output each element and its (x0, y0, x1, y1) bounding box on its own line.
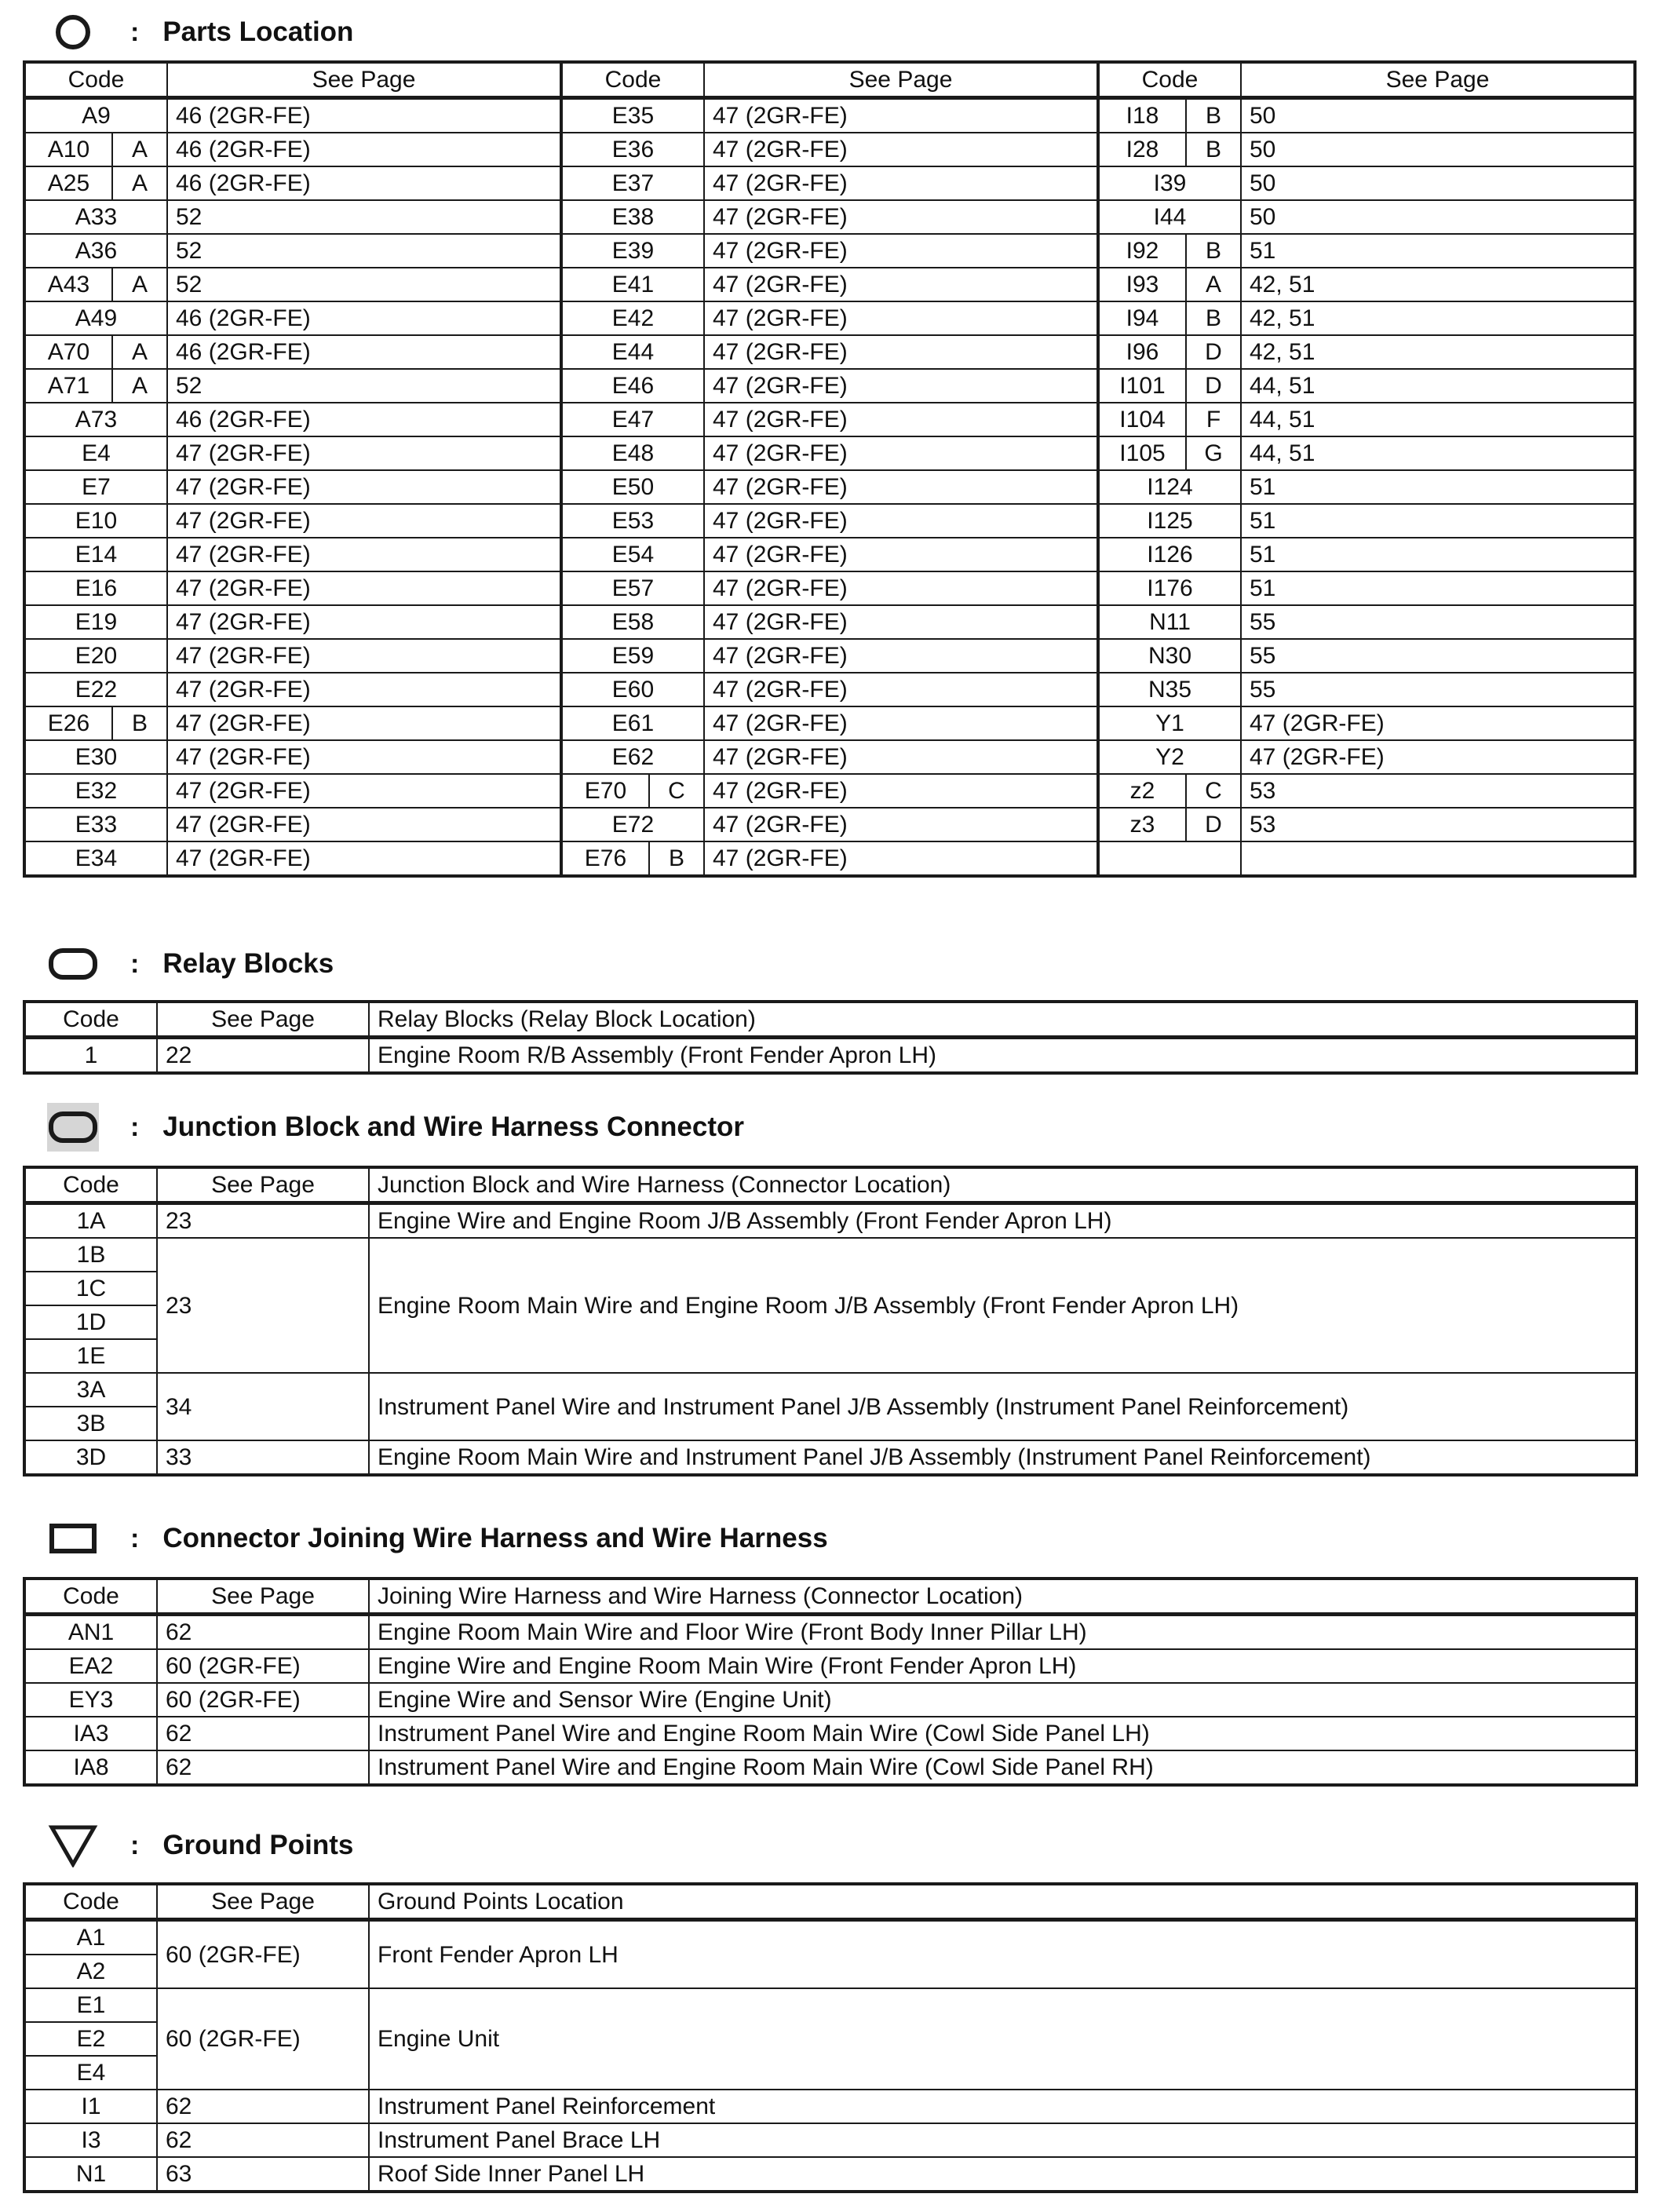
header-row (24, 1884, 1637, 1920)
location-cell: Roof Side Inner Panel LH (369, 2157, 1637, 2192)
part-code: A33 (24, 200, 167, 234)
column-header-see-page: See Page (157, 1884, 369, 1920)
part-see-page: 47 (2GR-FE) (704, 133, 1098, 166)
shaded-rounded-rectangle-icon (47, 1103, 99, 1152)
part-see-page: 42, 51 (1241, 301, 1635, 335)
ground-points-table (23, 1882, 1638, 2193)
part-see-page: 47 (2GR-FE) (167, 740, 561, 774)
table-row (24, 1750, 1637, 1785)
table-row (24, 234, 1635, 268)
part-see-page: 47 (2GR-FE) (704, 166, 1098, 200)
see-page-cell: 62 (157, 2090, 369, 2123)
table-row (24, 1038, 1637, 1074)
part-code: E60 (561, 673, 704, 706)
part-code: A9 (24, 98, 167, 133)
part-see-page: 47 (2GR-FE) (167, 673, 561, 706)
part-code: E35 (561, 98, 704, 133)
column-header-see-page: See Page (157, 1579, 369, 1615)
code-cell: 3D (24, 1440, 157, 1475)
part-see-page: 47 (2GR-FE) (704, 436, 1098, 470)
part-see-page: 47 (2GR-FE) (1241, 706, 1635, 740)
column-header-see-page: See Page (704, 62, 1098, 98)
part-sub-code: B (1186, 133, 1241, 166)
part-code: E33 (24, 808, 167, 841)
table-row (24, 1373, 1637, 1407)
part-see-page: 47 (2GR-FE) (167, 504, 561, 538)
section-title: Parts Location (162, 16, 354, 47)
part-code: I44 (1098, 200, 1241, 234)
part-code: E16 (24, 571, 167, 605)
part-code (1098, 841, 1241, 876)
part-code: E19 (24, 605, 167, 639)
part-sub-code: B (649, 841, 704, 876)
part-see-page: 47 (2GR-FE) (704, 673, 1098, 706)
part-see-page: 50 (1241, 166, 1635, 200)
part-see-page: 47 (2GR-FE) (704, 605, 1098, 639)
table-row (24, 1203, 1637, 1239)
part-code: z2 (1098, 774, 1186, 808)
location-cell: Engine Wire and Sensor Wire (Engine Unit) (369, 1683, 1637, 1717)
part-see-page: 50 (1241, 133, 1635, 166)
location-cell: Engine Room Main Wire and Floor Wire (Front Body Inner Pillar LH) (369, 1615, 1637, 1650)
code-cell: IA3 (24, 1717, 157, 1750)
table-row (24, 200, 1635, 234)
code-cell: 1E (24, 1339, 157, 1373)
part-see-page: 47 (2GR-FE) (704, 774, 1098, 808)
ground-points-heading: : Ground Points (47, 1826, 353, 1865)
part-code: E62 (561, 740, 704, 774)
header-row (24, 1167, 1637, 1203)
code-cell: A1 (24, 1920, 157, 1955)
part-see-page: 47 (2GR-FE) (704, 808, 1098, 841)
table-row (24, 1683, 1637, 1717)
part-code: E53 (561, 504, 704, 538)
part-see-page: 47 (2GR-FE) (1241, 740, 1635, 774)
part-code: E39 (561, 234, 704, 268)
table-row (24, 2090, 1637, 2123)
part-sub-code: C (649, 774, 704, 808)
part-see-page: 47 (2GR-FE) (704, 301, 1098, 335)
part-code: E48 (561, 436, 704, 470)
table-row (24, 369, 1635, 403)
part-code: Y2 (1098, 740, 1241, 774)
section-title: Ground Points (162, 1830, 354, 1860)
part-see-page: 47 (2GR-FE) (704, 841, 1098, 876)
part-code: E10 (24, 504, 167, 538)
code-cell: 1C (24, 1272, 157, 1305)
part-code: E38 (561, 200, 704, 234)
part-code: E58 (561, 605, 704, 639)
part-see-page: 47 (2GR-FE) (704, 740, 1098, 774)
location-cell: Instrument Panel Wire and Instrument Panel J/B Assembly (Instrument Panel Reinforcement) (369, 1373, 1637, 1440)
location-cell: Instrument Panel Wire and Engine Room Main Wire (Cowl Side Panel RH) (369, 1750, 1637, 1785)
part-sub-code: A (1186, 268, 1241, 301)
part-see-page: 50 (1241, 98, 1635, 133)
table-row (24, 774, 1635, 808)
column-header-location: Joining Wire Harness and Wire Harness (Connector Location) (369, 1579, 1637, 1615)
part-code: A73 (24, 403, 167, 436)
part-see-page: 51 (1241, 571, 1635, 605)
table-row (24, 538, 1635, 571)
part-code: E54 (561, 538, 704, 571)
part-code: E41 (561, 268, 704, 301)
part-sub-code: B (1186, 98, 1241, 133)
code-cell: IA8 (24, 1750, 157, 1785)
location-cell: Instrument Panel Wire and Engine Room Main Wire (Cowl Side Panel LH) (369, 1717, 1637, 1750)
table-row (24, 436, 1635, 470)
column-header-see-page: See Page (167, 62, 561, 98)
part-see-page: 42, 51 (1241, 335, 1635, 369)
table-row (24, 706, 1635, 740)
part-sub-code: D (1186, 808, 1241, 841)
part-see-page: 53 (1241, 808, 1635, 841)
part-see-page: 47 (2GR-FE) (704, 504, 1098, 538)
part-see-page: 47 (2GR-FE) (704, 200, 1098, 234)
table-row (24, 504, 1635, 538)
part-see-page: 47 (2GR-FE) (167, 436, 561, 470)
relay-blocks-table (23, 1000, 1638, 1075)
part-sub-code: B (1186, 301, 1241, 335)
part-code: A25 (24, 166, 112, 200)
table-row (24, 133, 1635, 166)
part-see-page: 51 (1241, 470, 1635, 504)
part-sub-code: A (112, 369, 167, 403)
part-sub-code: D (1186, 335, 1241, 369)
part-see-page: 47 (2GR-FE) (167, 571, 561, 605)
part-see-page: 47 (2GR-FE) (704, 706, 1098, 740)
part-code: E7 (24, 470, 167, 504)
part-code: E30 (24, 740, 167, 774)
part-code: I101 (1098, 369, 1186, 403)
code-cell: 1B (24, 1238, 157, 1272)
part-code: z3 (1098, 808, 1186, 841)
part-sub-code: F (1186, 403, 1241, 436)
part-see-page: 46 (2GR-FE) (167, 403, 561, 436)
part-see-page: 47 (2GR-FE) (704, 369, 1098, 403)
circle-icon (47, 13, 99, 52)
part-sub-code: G (1186, 436, 1241, 470)
part-code: E4 (24, 436, 167, 470)
part-code: I92 (1098, 234, 1186, 268)
part-code: E36 (561, 133, 704, 166)
part-see-page: 46 (2GR-FE) (167, 335, 561, 369)
table-row (24, 639, 1635, 673)
part-code: N30 (1098, 639, 1241, 673)
part-sub-code: A (112, 268, 167, 301)
table-row (24, 808, 1635, 841)
code-cell: 3B (24, 1407, 157, 1440)
part-code: I105 (1098, 436, 1186, 470)
part-code: I96 (1098, 335, 1186, 369)
table-row (24, 403, 1635, 436)
see-page-cell: 63 (157, 2157, 369, 2192)
table-row (24, 673, 1635, 706)
table-row (24, 166, 1635, 200)
code-cell: I1 (24, 2090, 157, 2123)
column-header-see-page: See Page (157, 1167, 369, 1203)
code-cell: I3 (24, 2123, 157, 2157)
part-code: E47 (561, 403, 704, 436)
section-title: Relay Blocks (162, 948, 334, 979)
table-row (24, 740, 1635, 774)
table-row (24, 1920, 1637, 1955)
rounded-rectangle-icon (47, 944, 99, 984)
part-see-page: 46 (2GR-FE) (167, 133, 561, 166)
part-code: E72 (561, 808, 704, 841)
part-code: A70 (24, 335, 112, 369)
part-code: E57 (561, 571, 704, 605)
part-see-page: 47 (2GR-FE) (167, 639, 561, 673)
part-see-page: 47 (2GR-FE) (167, 605, 561, 639)
part-code: I104 (1098, 403, 1186, 436)
part-code: E42 (561, 301, 704, 335)
code-cell: 1A (24, 1203, 157, 1239)
see-page-cell: 22 (157, 1038, 369, 1074)
location-cell: Engine Wire and Engine Room J/B Assembly (Front Fender Apron LH) (369, 1203, 1637, 1239)
part-code: E37 (561, 166, 704, 200)
part-see-page: 47 (2GR-FE) (167, 841, 561, 876)
code-cell: E2 (24, 2022, 157, 2056)
part-code: I94 (1098, 301, 1186, 335)
part-see-page: 47 (2GR-FE) (704, 470, 1098, 504)
junction-block-heading: : Junction Block and Wire Harness Connector (47, 1108, 744, 1147)
part-see-page: 47 (2GR-FE) (704, 639, 1098, 673)
location-cell: Front Fender Apron LH (369, 1920, 1637, 1989)
location-cell: Engine Room R/B Assembly (Front Fender Apron LH) (369, 1038, 1637, 1074)
part-see-page: 47 (2GR-FE) (704, 98, 1098, 133)
triangle-down-icon (47, 1826, 99, 1865)
junction-block-table (23, 1166, 1638, 1476)
code-cell: N1 (24, 2157, 157, 2192)
see-page-cell: 33 (157, 1440, 369, 1475)
column-header-code: Code (1098, 62, 1241, 98)
column-header-code: Code (24, 62, 167, 98)
column-header-code: Code (561, 62, 704, 98)
part-code: A10 (24, 133, 112, 166)
part-see-page: 50 (1241, 200, 1635, 234)
part-see-page: 52 (167, 268, 561, 301)
part-sub-code: B (1186, 234, 1241, 268)
part-see-page: 47 (2GR-FE) (704, 403, 1098, 436)
code-cell: E1 (24, 1988, 157, 2022)
column-header-location: Ground Points Location (369, 1884, 1637, 1920)
header-row (24, 1002, 1637, 1038)
part-code: E44 (561, 335, 704, 369)
connector-joining-table (23, 1577, 1638, 1787)
see-page-cell: 60 (2GR-FE) (157, 1683, 369, 1717)
part-code: E34 (24, 841, 167, 876)
column-header-code: Code (24, 1167, 157, 1203)
part-see-page: 47 (2GR-FE) (167, 808, 561, 841)
rectangle-icon (47, 1519, 99, 1558)
table-row (24, 335, 1635, 369)
part-see-page: 47 (2GR-FE) (704, 268, 1098, 301)
part-code: E61 (561, 706, 704, 740)
location-cell: Engine Wire and Engine Room Main Wire (Front Fender Apron LH) (369, 1649, 1637, 1683)
see-page-cell: 62 (157, 2123, 369, 2157)
table-row (24, 1649, 1637, 1683)
table-row (24, 1440, 1637, 1475)
part-sub-code: A (112, 166, 167, 200)
part-see-page: 55 (1241, 673, 1635, 706)
part-code: I124 (1098, 470, 1241, 504)
see-page-cell: 23 (157, 1203, 369, 1239)
part-see-page: 47 (2GR-FE) (167, 774, 561, 808)
part-see-page: 46 (2GR-FE) (167, 166, 561, 200)
column-header-code: Code (24, 1002, 157, 1038)
part-code: E26 (24, 706, 112, 740)
part-code: A71 (24, 369, 112, 403)
part-code: I125 (1098, 504, 1241, 538)
see-page-cell: 23 (157, 1238, 369, 1373)
see-page-cell: 62 (157, 1717, 369, 1750)
part-sub-code: A (112, 335, 167, 369)
part-see-page: 47 (2GR-FE) (167, 706, 561, 740)
code-cell: 3A (24, 1373, 157, 1407)
parts-location-table (23, 60, 1637, 878)
part-see-page: 47 (2GR-FE) (167, 538, 561, 571)
see-page-cell: 60 (2GR-FE) (157, 1649, 369, 1683)
column-header-code: Code (24, 1579, 157, 1615)
location-cell: Instrument Panel Brace LH (369, 2123, 1637, 2157)
code-cell: AN1 (24, 1615, 157, 1650)
part-see-page: 46 (2GR-FE) (167, 98, 561, 133)
see-page-cell: 60 (2GR-FE) (157, 1920, 369, 1989)
table-row (24, 2123, 1637, 2157)
location-cell: Engine Unit (369, 1988, 1637, 2090)
part-code: I18 (1098, 98, 1186, 133)
part-code: E50 (561, 470, 704, 504)
see-page-cell: 62 (157, 1615, 369, 1650)
see-page-cell: 60 (2GR-FE) (157, 1988, 369, 2090)
table-row (24, 98, 1635, 133)
code-cell: EA2 (24, 1649, 157, 1683)
see-page-cell: 34 (157, 1373, 369, 1440)
part-code: E32 (24, 774, 167, 808)
part-code: E22 (24, 673, 167, 706)
column-header-see-page: See Page (1241, 62, 1635, 98)
column-header-code: Code (24, 1884, 157, 1920)
part-code: E14 (24, 538, 167, 571)
part-see-page: 51 (1241, 538, 1635, 571)
location-cell: Instrument Panel Reinforcement (369, 2090, 1637, 2123)
part-code: I28 (1098, 133, 1186, 166)
table-row (24, 470, 1635, 504)
part-see-page: 47 (2GR-FE) (704, 335, 1098, 369)
part-code: I93 (1098, 268, 1186, 301)
part-see-page: 53 (1241, 774, 1635, 808)
part-code: I126 (1098, 538, 1241, 571)
part-see-page: 52 (167, 369, 561, 403)
part-code: N11 (1098, 605, 1241, 639)
code-cell: A2 (24, 1955, 157, 1988)
part-see-page: 44, 51 (1241, 436, 1635, 470)
table-row (24, 301, 1635, 335)
part-see-page: 44, 51 (1241, 403, 1635, 436)
section-title: Junction Block and Wire Harness Connector (162, 1111, 744, 1142)
parts-location-heading: : Parts Location (47, 13, 353, 52)
connector-joining-heading: : Connector Joining Wire Harness and Wire Harness (47, 1519, 828, 1558)
section-title: Connector Joining Wire Harness and Wire Harness (162, 1523, 828, 1553)
table-row (24, 1717, 1637, 1750)
part-see-page: 55 (1241, 639, 1635, 673)
part-see-page: 52 (167, 234, 561, 268)
code-cell: 1D (24, 1305, 157, 1339)
location-cell: Engine Room Main Wire and Instrument Panel J/B Assembly (Instrument Panel Reinforcement) (369, 1440, 1637, 1475)
part-code: I39 (1098, 166, 1241, 200)
part-sub-code: C (1186, 774, 1241, 808)
part-see-page: 44, 51 (1241, 369, 1635, 403)
part-sub-code: D (1186, 369, 1241, 403)
part-code: N35 (1098, 673, 1241, 706)
part-see-page: 51 (1241, 504, 1635, 538)
table-row (24, 2157, 1637, 2192)
part-see-page: 52 (167, 200, 561, 234)
table-row (24, 268, 1635, 301)
table-row (24, 1615, 1637, 1650)
part-see-page: 46 (2GR-FE) (167, 301, 561, 335)
part-code: E46 (561, 369, 704, 403)
part-see-page: 42, 51 (1241, 268, 1635, 301)
code-cell: EY3 (24, 1683, 157, 1717)
part-code: A36 (24, 234, 167, 268)
part-code: E59 (561, 639, 704, 673)
part-see-page: 47 (2GR-FE) (704, 538, 1098, 571)
column-header-see-page: See Page (157, 1002, 369, 1038)
part-code: E76 (561, 841, 649, 876)
part-code: Y1 (1098, 706, 1241, 740)
table-row (24, 841, 1635, 876)
header-row (24, 1579, 1637, 1615)
see-page-cell: 62 (157, 1750, 369, 1785)
table-row (24, 605, 1635, 639)
table-row (24, 1238, 1637, 1272)
part-code: E20 (24, 639, 167, 673)
part-code: I176 (1098, 571, 1241, 605)
table-row (24, 1988, 1637, 2022)
part-see-page (1241, 841, 1635, 876)
code-cell: E4 (24, 2056, 157, 2090)
relay-blocks-heading: : Relay Blocks (47, 944, 334, 984)
part-see-page: 51 (1241, 234, 1635, 268)
part-sub-code: B (112, 706, 167, 740)
part-see-page: 55 (1241, 605, 1635, 639)
code-cell: 1 (24, 1038, 157, 1074)
part-sub-code: A (112, 133, 167, 166)
table-row (24, 571, 1635, 605)
part-see-page: 47 (2GR-FE) (704, 571, 1098, 605)
part-code: A49 (24, 301, 167, 335)
part-code: E70 (561, 774, 649, 808)
column-header-location: Relay Blocks (Relay Block Location) (369, 1002, 1637, 1038)
part-see-page: 47 (2GR-FE) (704, 234, 1098, 268)
part-see-page: 47 (2GR-FE) (167, 470, 561, 504)
header-row (24, 62, 1635, 98)
location-cell: Engine Room Main Wire and Engine Room J/B Assembly (Front Fender Apron LH) (369, 1238, 1637, 1373)
column-header-location: Junction Block and Wire Harness (Connector Location) (369, 1167, 1637, 1203)
part-code: A43 (24, 268, 112, 301)
